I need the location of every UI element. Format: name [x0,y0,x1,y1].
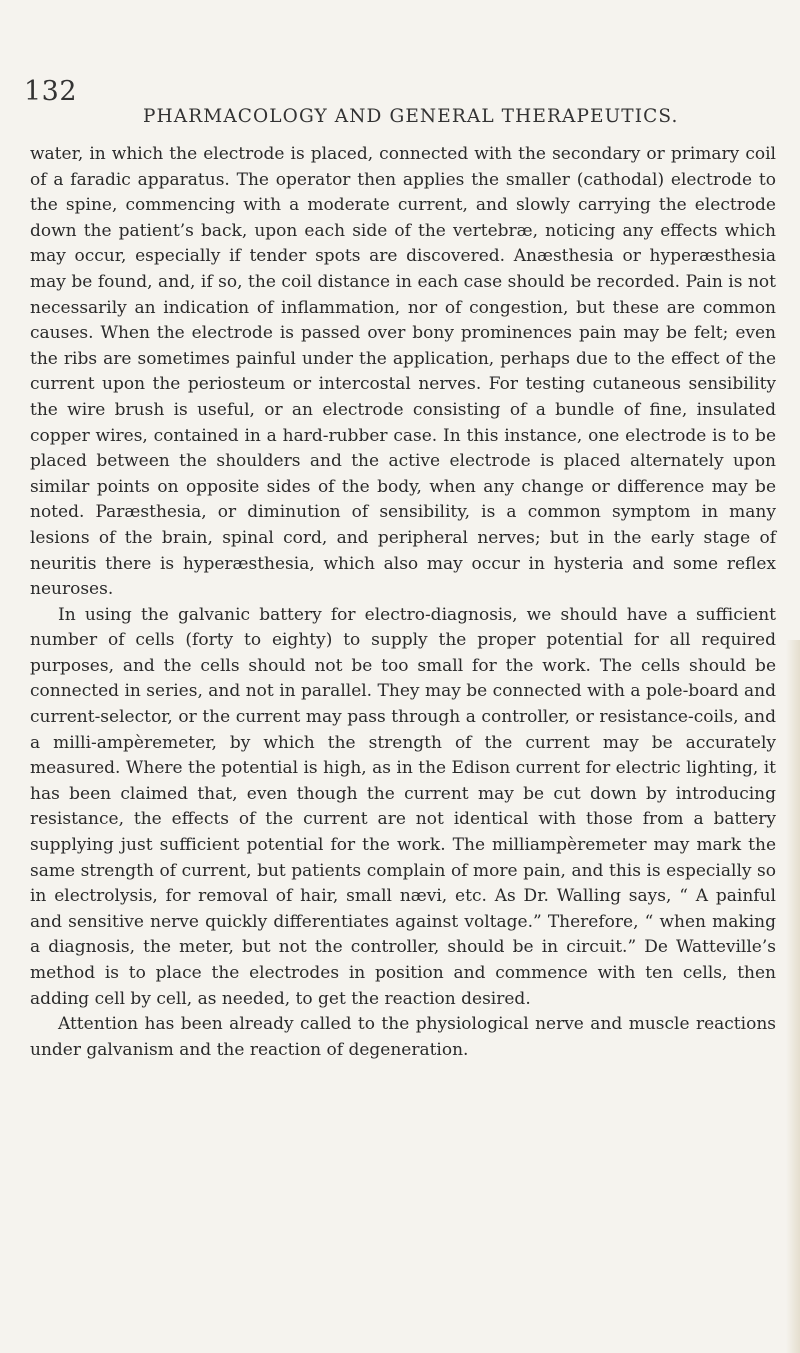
page-number: 132 [24,76,78,107]
page-edge-shadow [786,640,800,1353]
paragraph-1: water, in which the electrode is placed, connected with the secondary or primary coil of a faradic apparatus. The operator then applies the smaller (cathodal) electrode to the spine, commencing with a moderate current, and slowly carrying the electrode down the patient’s back, upon each side of the vertebræ, noticing any effects which may occur, especially if tender spots are discovered. Anæsthesia or hyperæsthesia may be found, and, if so, the coil distance in each case should be recorded. Pain is not necessarily an indication of inflammation, nor of congestion, but these are common causes. When the electrode is passed over bony prominences pain may be felt; even the ribs are sometimes painful under the application, perhaps due to the effect of the current upon the periosteum or intercostal nerves. For testing cutaneous sensibility the wire brush is useful, or an electrode consisting of a bundle of fine, insulated copper wires, contained in a hard-rubber case. In this instance, one electrode is to be placed between the shoulders and the active electrode is placed alternately upon similar points on opposite sides of the body, when any change or difference may be noted. Paræsthesia, or diminution of sensibility, is a common symptom in many lesions of the brain, spinal cord, and peripheral nerves; but in the early stage of neuritis there is hyperæsthesia, which also may occur in hysteria and some reflex neuroses. [30,144,776,600]
body-text [30,142,776,1063]
paragraph-2: In using the galvanic battery for electro-diagnosis, we should have a sufficient number of cells (forty to eighty) to supply the proper potential for all required purposes, and the cells should not be too small for the work. The cells should be connected in series, and not in parallel. They may be connected with a pole-board and current-selector, or the current may pass through a controller, or resistance-coils, and a milli-ampèremeter, by which the strength of the current may be accurately measured. Where the potential is high, as in the Edison current for electric lighting, it has been claimed that, even though the current may be cut down by introducing resistance, the effects of the current are not identical with those from a battery supplying just sufficient potential for the work. The milliampèremeter may mark the same strength of current, but patients complain of more pain, and this is especially so in electrolysis, for removal of hair, small nævi, etc. As Dr. Walling says, “ A painful and sensitive nerve quickly differentiates against voltage.” Therefore, “ when making a diagnosis, the meter, but not the controller, should be in circuit.” De Watteville’s method is to place the electrodes in position and commence with ten cells, then adding cell by cell, as needed, to get the reaction desired. [30,604,776,1009]
running-head: PHARMACOLOGY AND GENERAL THERAPEUTICS. [143,106,679,127]
paragraph-3: Attention has been already called to the physiological nerve and muscle reactions under galvanism and the reaction of degeneration. [30,1014,776,1060]
